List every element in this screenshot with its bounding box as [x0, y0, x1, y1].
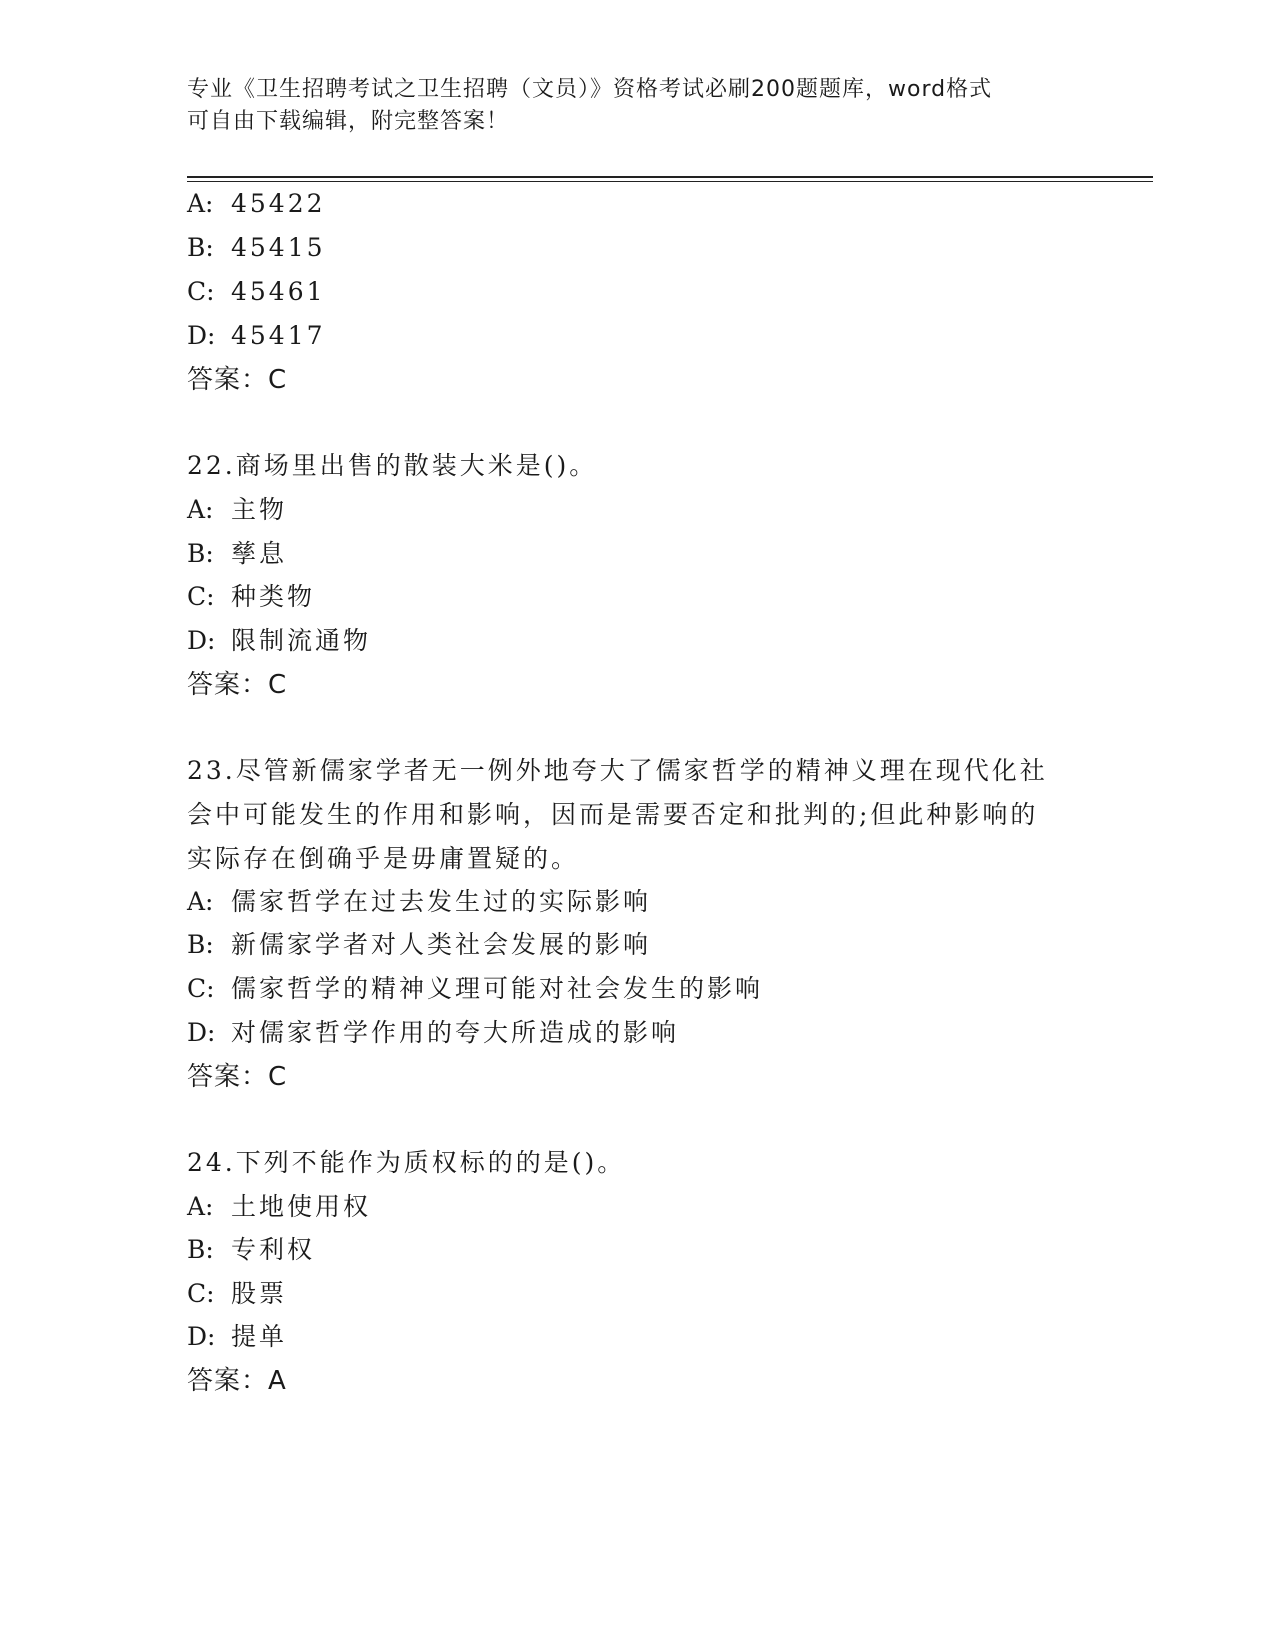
question-stem: 22.商场里出售的散装大米是()。 [187, 451, 598, 480]
option-c [187, 580, 315, 614]
option-c [187, 275, 326, 309]
option-key: D: [187, 321, 216, 350]
option-text: 种类物 [231, 582, 316, 611]
question-stem: 24.下列不能作为质权标的的是()。 [187, 1148, 626, 1177]
option-text: 孳息 [231, 539, 288, 568]
answer-line: 答案：C [187, 365, 288, 395]
option-key: C: [187, 277, 215, 306]
answer-line: 答案：A [187, 1366, 287, 1396]
option-key: B: [187, 233, 214, 262]
option-b [187, 1233, 315, 1267]
option-key: A: [187, 495, 214, 524]
option-b [187, 928, 651, 962]
option-key: B: [187, 930, 214, 959]
header-divider-thin [187, 181, 1153, 182]
question-stem: 实际存在倒确乎是毋庸置疑的。 [187, 844, 580, 873]
option-key: B: [187, 539, 214, 568]
option-key: C: [187, 974, 215, 1003]
option-text: 儒家哲学在过去发生过的实际影响 [231, 887, 652, 916]
option-text: 45422 [231, 189, 326, 218]
option-d [187, 1016, 679, 1050]
option-b [187, 537, 287, 571]
header-line-2: 可自由下载编辑，附完整答案！ [187, 109, 510, 134]
option-text: 45417 [231, 321, 326, 350]
option-key: D: [187, 626, 216, 655]
option-c [187, 1277, 287, 1311]
header-line-1: 专业《卫生招聘考试之卫生招聘（文员）》资格考试必刷200题题库，word格式 [187, 77, 993, 102]
question-stem: 会中可能发生的作用和影响，因而是需要否定和批判的;但此种影响的 [187, 800, 1039, 829]
option-d [187, 319, 326, 353]
option-d [187, 1320, 287, 1354]
option-a [187, 187, 326, 221]
option-a [187, 493, 287, 527]
option-text: 土地使用权 [231, 1192, 372, 1221]
answer-line: 答案：C [187, 670, 288, 700]
option-c [187, 972, 763, 1006]
option-text: 儒家哲学的精神义理可能对社会发生的影响 [231, 974, 764, 1003]
option-key: B: [187, 1235, 214, 1264]
header-divider-thick [187, 176, 1153, 178]
option-text: 主物 [231, 495, 288, 524]
option-a [187, 1190, 371, 1224]
option-key: A: [187, 189, 214, 218]
option-text: 股票 [231, 1279, 288, 1308]
option-text: 45461 [231, 277, 326, 306]
option-text: 新儒家学者对人类社会发展的影响 [231, 930, 652, 959]
answer-line: 答案：C [187, 1062, 288, 1092]
question-stem: 23.尽管新儒家学者无一例外地夸大了儒家哲学的精神义理在现代化社 [187, 756, 1048, 785]
option-b [187, 231, 326, 265]
option-d [187, 624, 371, 658]
option-key: A: [187, 1192, 214, 1221]
option-text: 提单 [231, 1322, 288, 1351]
option-key: C: [187, 582, 215, 611]
option-key: D: [187, 1322, 216, 1351]
option-a [187, 885, 651, 919]
option-text: 45415 [231, 233, 326, 262]
option-text: 专利权 [231, 1235, 316, 1264]
option-text: 限制流通物 [231, 626, 372, 655]
document-header [187, 74, 1087, 138]
option-key: A: [187, 887, 214, 916]
option-key: D: [187, 1018, 216, 1047]
option-key: C: [187, 1279, 215, 1308]
option-text: 对儒家哲学作用的夸大所造成的影响 [231, 1018, 680, 1047]
